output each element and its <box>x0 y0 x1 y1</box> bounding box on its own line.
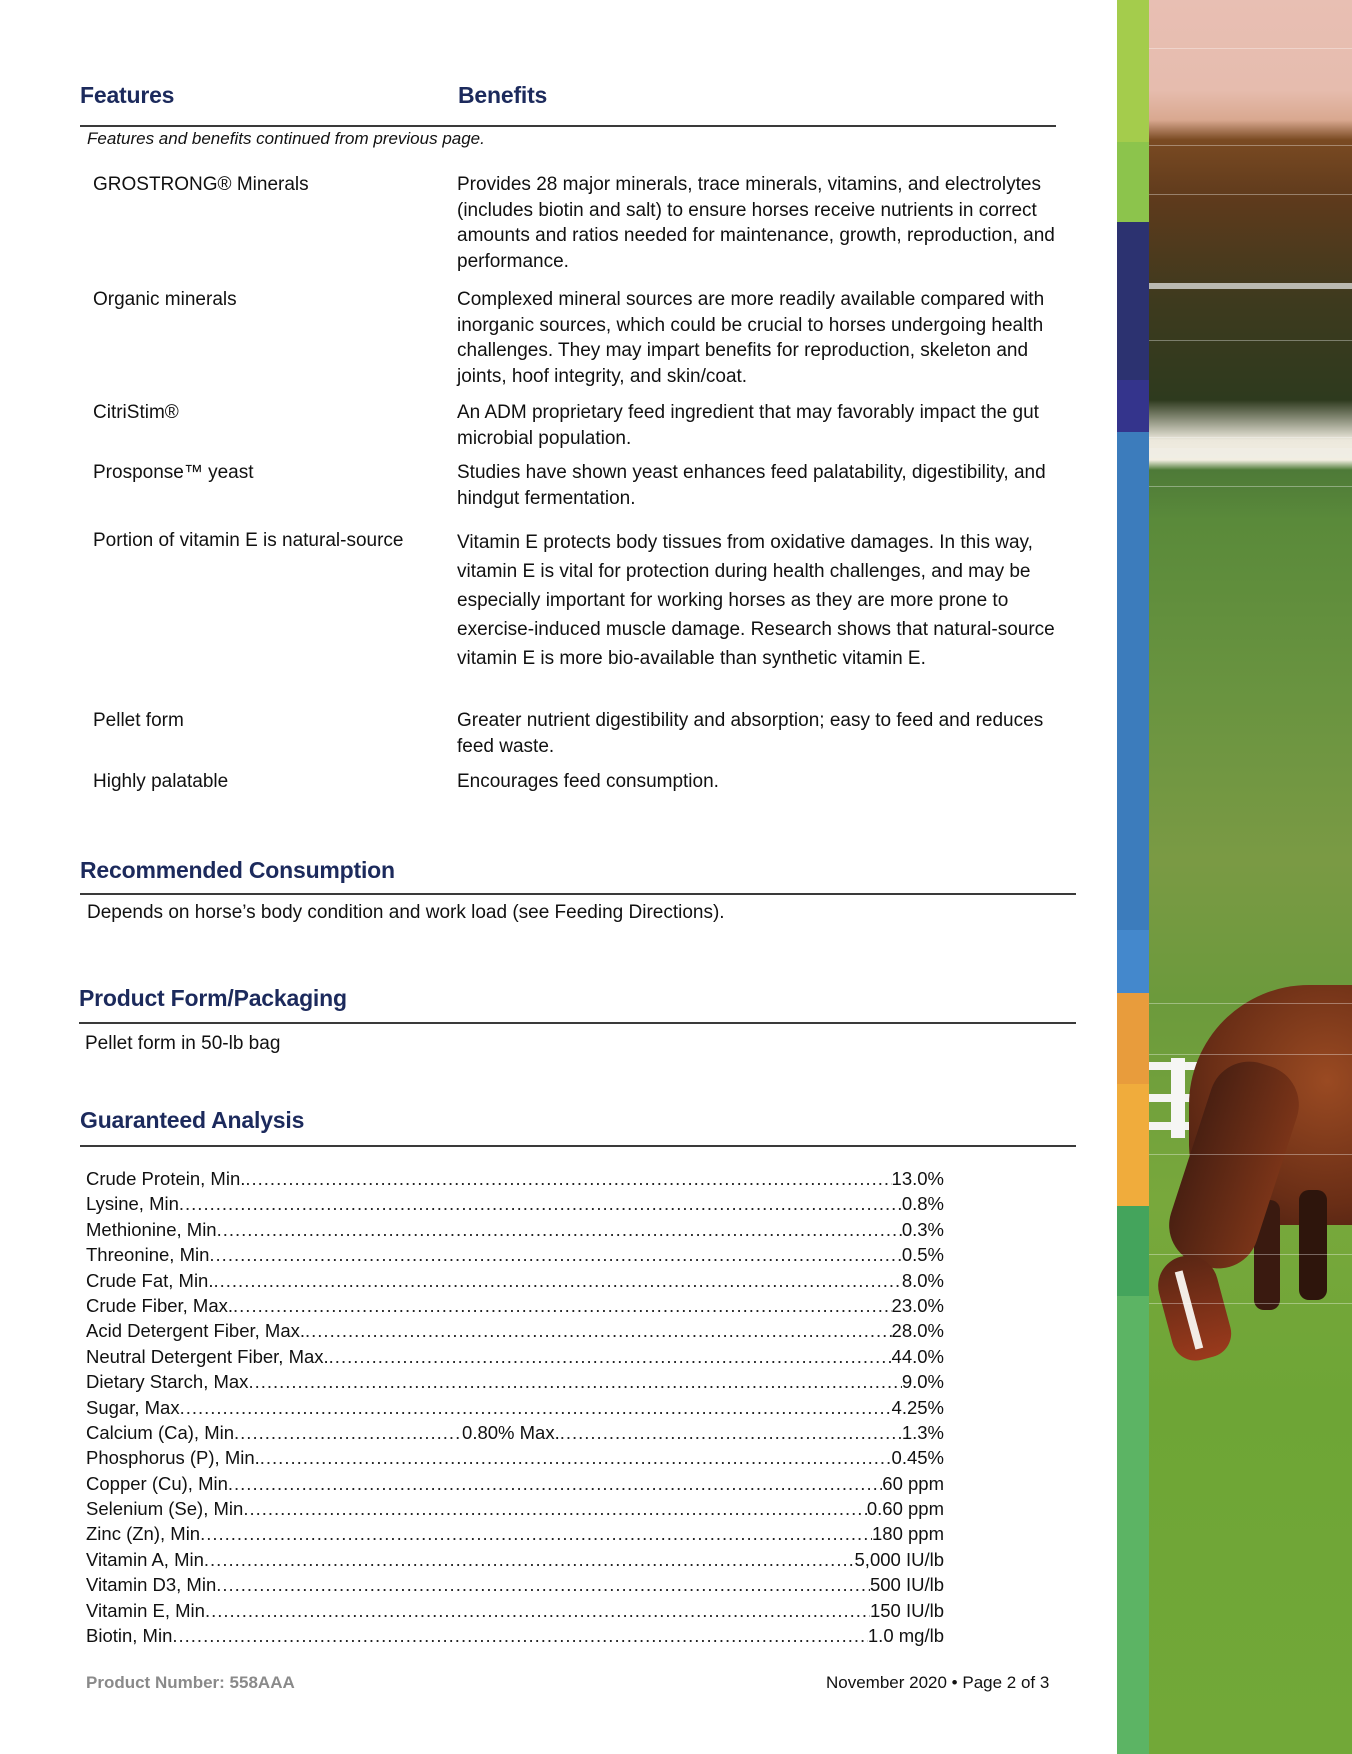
leader-dots <box>214 1270 902 1292</box>
recommended-consumption-heading: Recommended Consumption <box>80 857 395 883</box>
analysis-label: Crude Fat, Min. <box>86 1269 214 1291</box>
photo-scanline <box>1149 1303 1352 1304</box>
analysis-value: 0.5% <box>901 1244 944 1266</box>
analysis-row <box>86 1447 944 1472</box>
stripe-segment <box>1117 222 1149 380</box>
analysis-label: Methionine, Min <box>86 1218 217 1240</box>
guaranteed-analysis-divider <box>80 1145 1076 1147</box>
analysis-label: Threonine, Min <box>86 1244 210 1266</box>
analysis-label: Biotin, Min <box>86 1625 173 1647</box>
leader-dots <box>228 1473 882 1495</box>
benefits-heading: Benefits <box>458 82 548 108</box>
leader-dots <box>248 1371 901 1393</box>
analysis-value: 150 IU/lb <box>869 1599 944 1621</box>
feature-name: Organic minerals <box>93 289 237 310</box>
recommended-consumption-text: Depends on horse’s body condition and work load (see Feeding Directions). <box>87 902 725 923</box>
analysis-label: Crude Protein, Min. <box>86 1168 246 1189</box>
features-divider <box>80 125 1056 127</box>
analysis-row <box>86 1549 944 1574</box>
analysis-value: 60 ppm <box>882 1472 944 1494</box>
product-form-divider <box>79 1022 1076 1024</box>
analysis-row <box>86 1270 944 1295</box>
analysis-row <box>86 1473 944 1498</box>
analysis-row <box>86 1320 944 1345</box>
leader-dots <box>233 1295 892 1317</box>
analysis-row <box>86 1523 944 1548</box>
analysis-row <box>86 1498 944 1523</box>
guaranteed-analysis-table <box>86 1168 944 1650</box>
feature-name: Highly palatable <box>93 771 229 792</box>
analysis-value: 23.0% <box>891 1294 944 1316</box>
analysis-label: Zinc (Zn), Min <box>86 1523 201 1545</box>
fence-near <box>1149 448 1352 458</box>
leader-dots <box>329 1346 892 1368</box>
analysis-row <box>86 1346 944 1371</box>
analysis-row <box>86 1574 944 1599</box>
feature-benefit: Vitamin E protects body tissues from oxidative damages. In this way, vitamin E is vital for protection during health challenges, and may be especially important for working horses as they are more prone to exercise-induced muscle damage. Research shows that natural-source vitamin E is more bio-available than synthetic vitamin E. <box>457 532 1055 669</box>
product-number: Product Number: 558AAA <box>86 1673 295 1692</box>
stripe-segment <box>1117 380 1149 432</box>
photo-scanline <box>1149 1154 1352 1155</box>
analysis-label: Neutral Detergent Fiber, Max. <box>86 1345 329 1367</box>
feature-benefit: Studies have shown yeast enhances feed palatability, digestibility, and hindgut fermentation. <box>457 462 1046 509</box>
photo-scanline <box>1149 1054 1352 1055</box>
leader-dots <box>200 1523 872 1545</box>
leader-dots <box>180 1397 892 1419</box>
leader-dots <box>243 1498 867 1520</box>
photo-scanline <box>1149 1254 1352 1255</box>
analysis-row <box>86 1397 944 1422</box>
photo-scanline <box>1149 145 1352 146</box>
fence-far <box>1149 283 1352 289</box>
analysis-value: 0.3% <box>901 1218 944 1240</box>
analysis-value: 0.60 ppm <box>866 1498 944 1520</box>
analysis-label: Dietary Starch, Max <box>86 1371 249 1393</box>
leader-dots <box>216 1574 870 1596</box>
analysis-row <box>86 1625 944 1650</box>
analysis-max-label: 0.80% Max. <box>462 1421 560 1443</box>
feature-name: Prosponse™ yeast <box>93 462 254 483</box>
leader-dots <box>172 1625 868 1647</box>
analysis-row <box>86 1422 944 1447</box>
feature-benefit: An ADM proprietary feed ingredient that may favorably impact the gut microbial population. <box>457 402 1039 449</box>
analysis-value: 500 IU/lb <box>869 1574 944 1596</box>
feature-name: GROSTRONG® Minerals <box>93 174 309 195</box>
leader-dots <box>205 1600 870 1622</box>
photo-scanline <box>1149 437 1352 438</box>
feature-name: CitriStim® <box>93 402 179 423</box>
photo-scanline <box>1149 48 1352 49</box>
stripe-segment <box>1117 1206 1149 1296</box>
horse-leg <box>1299 1190 1327 1300</box>
analysis-value: 9.0% <box>901 1371 944 1393</box>
stripe-segment <box>1117 1296 1149 1754</box>
analysis-row <box>86 1219 944 1244</box>
leader-dots <box>209 1244 901 1266</box>
product-form-heading: Product Form/Packaging <box>79 985 347 1011</box>
photo-scanline <box>1149 486 1352 487</box>
stripe-segment <box>1117 0 1149 142</box>
photo-scanline <box>1149 194 1352 195</box>
leader-dots <box>234 1422 462 1444</box>
product-form-text: Pellet form in 50-lb bag <box>85 1033 281 1054</box>
recommended-consumption-divider <box>80 893 1076 895</box>
analysis-row <box>86 1600 944 1625</box>
leader-dots <box>245 1168 891 1190</box>
analysis-value: 1.0 mg/lb <box>867 1625 944 1647</box>
analysis-label: Vitamin D3, Min <box>86 1574 217 1596</box>
analysis-label: Copper (Cu), Min <box>86 1472 228 1494</box>
analysis-label: Calcium (Ca), Min <box>86 1421 235 1443</box>
stripe-segment <box>1117 432 1149 930</box>
leader-dots <box>204 1549 855 1571</box>
analysis-label: Acid Detergent Fiber, Max. <box>86 1320 306 1342</box>
stripe-segment <box>1117 993 1149 1084</box>
analysis-value: 28.0% <box>891 1320 944 1342</box>
analysis-value: 180 ppm <box>872 1523 944 1545</box>
guaranteed-analysis-heading: Guaranteed Analysis <box>80 1107 305 1133</box>
analysis-label: Vitamin E, Min <box>86 1599 205 1621</box>
analysis-row <box>86 1295 944 1320</box>
stripe-segment <box>1117 1084 1149 1206</box>
leader-dots <box>260 1447 892 1469</box>
analysis-value: 5,000 IU/lb <box>854 1548 944 1570</box>
analysis-value: 0.8% <box>901 1193 944 1215</box>
leader-dots <box>217 1219 902 1241</box>
feature-benefit: Complexed mineral sources are more readily available compared with inorganic sources, which could be crucial to horses undergoing health challenges. They may impart benefits for reproduction, skeleton and joints, hoof integrity, and skin/coat. <box>457 289 1045 387</box>
date-page-info: November 2020 • Page 2 of 3 <box>826 1673 1050 1692</box>
analysis-label: Vitamin A, Min <box>86 1548 204 1570</box>
analysis-label: Phosphorus (P), Min. <box>86 1447 260 1469</box>
feature-benefit: Provides 28 major minerals, trace minerals, vitamins, and electrolytes (includes biotin and salt) to ensure horses receive nutrients in correct amounts and ratios needed for maintenance, growth, reproduction, and performance. <box>457 174 1055 272</box>
leader-dots <box>560 1422 902 1444</box>
stripe-segment <box>1117 142 1149 222</box>
continued-note: Features and benefits continued from previous page. <box>87 129 485 148</box>
feature-name: Pellet form <box>93 710 184 731</box>
analysis-label: Lysine, Min <box>86 1193 179 1215</box>
photo-scanline <box>1149 1003 1352 1004</box>
leader-dots <box>179 1193 902 1215</box>
analysis-value: 44.0% <box>891 1345 944 1367</box>
stripe-segment <box>1117 930 1149 993</box>
feature-benefit: Greater nutrient digestibility and absorption; easy to feed and reduces feed waste. <box>457 710 1044 757</box>
analysis-row <box>86 1168 944 1193</box>
analysis-row <box>86 1244 944 1269</box>
analysis-row <box>86 1371 944 1396</box>
analysis-value: 13.0% <box>891 1168 944 1189</box>
analysis-value: 1.3% <box>901 1421 944 1443</box>
fence-post <box>1171 1058 1185 1138</box>
horse-pasture-photo <box>1149 0 1352 1754</box>
analysis-label: Selenium (Se), Min <box>86 1498 244 1520</box>
analysis-label: Crude Fiber, Max. <box>86 1294 234 1316</box>
analysis-value: 0.45% <box>891 1447 944 1469</box>
feature-benefit: Encourages feed consumption. <box>457 771 719 792</box>
feature-name: Portion of vitamin E is natural-source <box>93 530 404 551</box>
analysis-row <box>86 1193 944 1218</box>
photo-scanline <box>1149 340 1352 341</box>
analysis-value: 4.25% <box>891 1396 944 1418</box>
leader-dots <box>305 1320 892 1342</box>
analysis-value: 8.0% <box>901 1269 944 1291</box>
analysis-label: Sugar, Max <box>86 1396 180 1418</box>
features-heading: Features <box>80 82 175 108</box>
